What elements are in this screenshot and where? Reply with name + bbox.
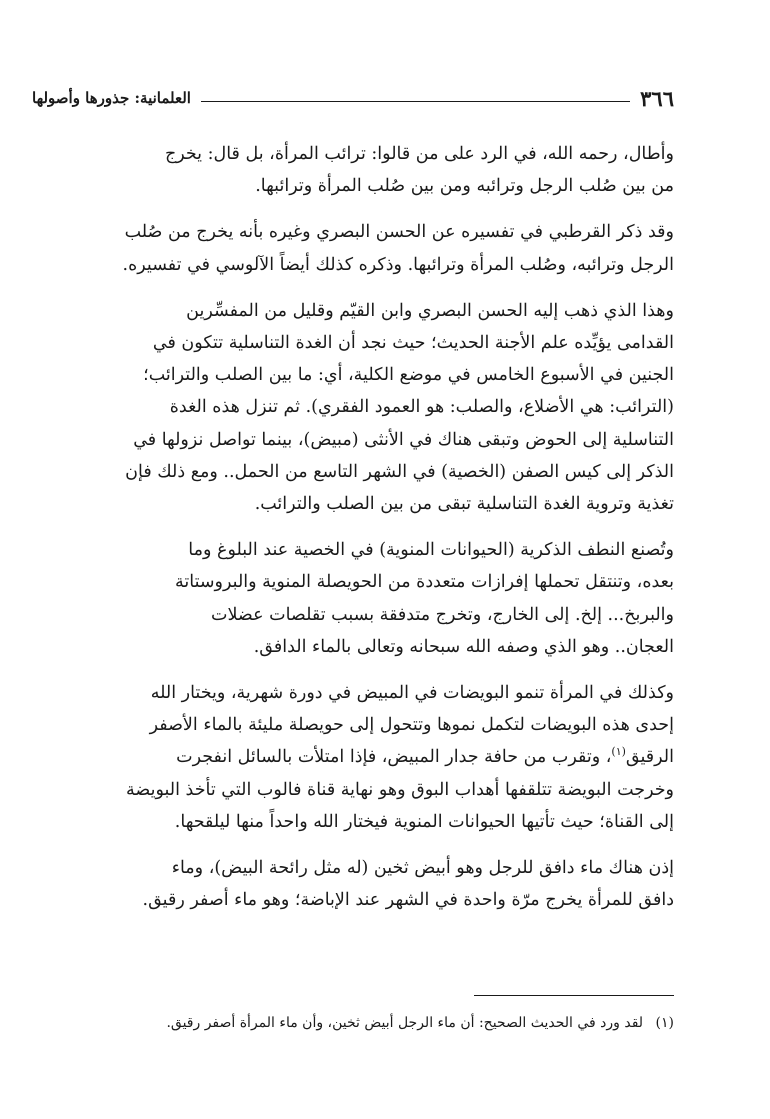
body-text xyxy=(32,138,674,930)
footnote-ref-word: الرقيق xyxy=(625,747,674,768)
text-line: دافق للمرأة يخرج مرّة واحدة في الشهر عند الإباضة؛ وهو ماء أصفر رقيق. xyxy=(142,890,674,911)
text-line: القدامى يؤيِّده علم الأجنة الحديث؛ حيث نجد أن الغدة التناسلية تتكون في xyxy=(152,333,674,354)
paragraph-6 xyxy=(32,852,674,916)
page-number: ٣٦٦ xyxy=(640,85,674,111)
footnote-reference[interactable]: (١) xyxy=(611,745,626,759)
text-line: وقد ذكر القرطبي في تفسيره عن الحسن البصري وغيره بأنه يخرج من صُلب xyxy=(124,222,674,243)
text-line: إذن هناك ماء دافق للرجل وهو أبيض ثخين (له مثل رائحة البيض)، وماء xyxy=(171,858,674,879)
text-line: (الترائب: هي الأضلاع، والصلب: هو العمود الفقري). ثم تنزل هذه الغدة xyxy=(169,397,674,418)
text-line: وهذا الذي ذهب إليه الحسن البصري وابن القيّم وقليل من المفسِّرين xyxy=(186,300,674,321)
text-line: التناسلية إلى الحوض وتبقى هناك في الأنثى (مبيض)، بينما تواصل نزولها في xyxy=(133,429,674,450)
footnote-marker: (١) xyxy=(655,1015,674,1031)
text-line: تغذية وتروية الغدة التناسلية تبقى من بين الصلب والترائب. xyxy=(254,494,674,515)
paragraph-4 xyxy=(32,534,674,663)
running-title: العلمانية: جذورها وأصولها xyxy=(32,89,191,107)
text-line-with-footnote xyxy=(32,741,674,773)
text-line: إلى القناة؛ حيث تأتيها الحيوانات المنوية فيختار الله واحداً منها ليلقحها. xyxy=(174,811,674,832)
footnote-separator xyxy=(474,995,674,996)
text-line: إحدى هذه البويضات لتكمل نموها وتتحول إلى حويصلة مليئة بالماء الأصفر xyxy=(149,715,674,736)
text-line: الجنين في الأسبوع الخامس في موضع الكلية، أي: ما بين الصلب والترائب؛ xyxy=(143,365,674,386)
text-line: وخرجت البويضة تتلقفها أهداب البوق وهو نهاية قناة فالوب التي تأخذ البويضة xyxy=(126,779,674,800)
text-line: الذكر إلى كيس الصفن (الخصية) في الشهر التاسع من الحمل.. ومع ذلك فإن xyxy=(125,461,674,482)
paragraph-3 xyxy=(32,295,674,520)
paragraph-1 xyxy=(32,138,674,202)
text-line: والبربخ... إلخ. إلى الخارج، وتخرج متدفقة بسبب تقلصات عضلات xyxy=(211,604,674,625)
footnote-line-rest: ، وتقرب من حافة جدار المبيض، فإذا امتلأت بالسائل انفجرت xyxy=(176,747,612,768)
text-line: من بين صُلب الرجل وترائبه ومن بين صُلب المرأة وترائبها. xyxy=(255,176,674,197)
text-line: وكذلك في المرأة تنمو البويضات في المبيض في دورة شهرية، ويختار الله xyxy=(150,683,674,704)
footnote xyxy=(32,1012,674,1034)
paragraph-2 xyxy=(32,216,674,280)
text-line: وأطال، رحمه الله، في الرد على من قالوا: ترائب المرأة، بل قال: يخرج xyxy=(164,144,674,164)
text-line: بعده، وتنتقل تحملها إفرازات متعددة من الحويصلة المنوية والبروستاتة xyxy=(175,572,674,593)
text-line: وتُصنع النطف الذكرية (الحيوانات المنوية) في الخصية عند البلوغ وما xyxy=(188,540,674,561)
footnote-text: لقد ورد في الحديث الصحيح: أن ماء الرجل أبيض ثخين، وأن ماء المرأة أصفر رقيق. xyxy=(166,1015,644,1031)
header-rule xyxy=(201,101,630,102)
text-line: العجان.. وهو الذي وصفه الله سبحانه وتعالى بالماء الدافق. xyxy=(253,636,674,657)
paragraph-5 xyxy=(32,677,674,838)
text-line: الرجل وترائبه، وصُلب المرأة وترائبها. وذكره كذلك أيضاً الآلوسي في تفسيره. xyxy=(122,254,674,275)
running-header xyxy=(32,84,674,112)
